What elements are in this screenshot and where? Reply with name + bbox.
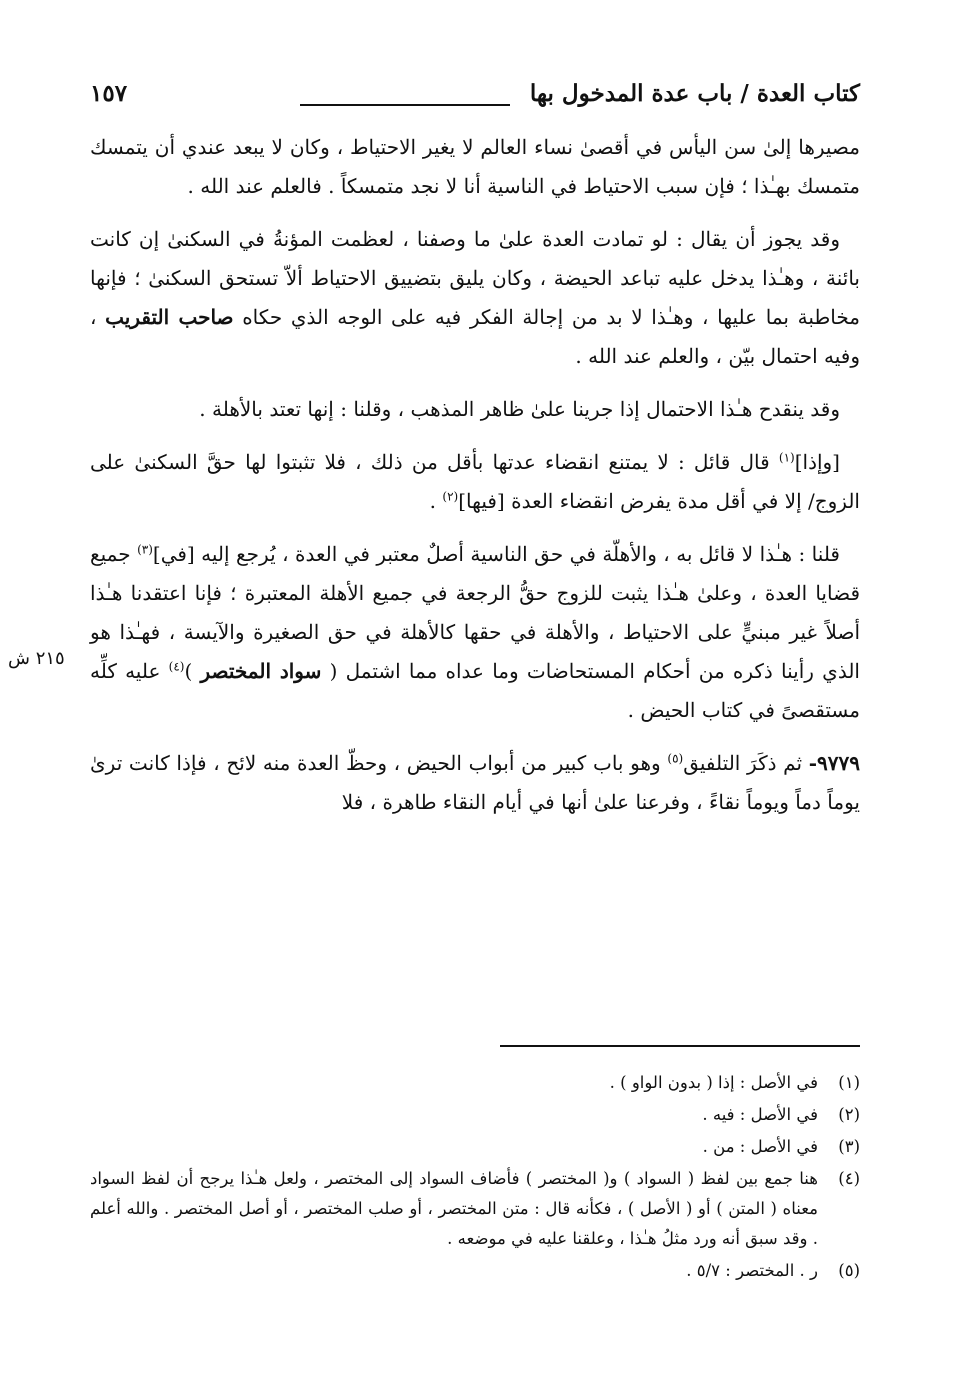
paragraph-6-text-a: ثم ذكَرَ التلفيق (683, 751, 803, 775)
page-header (90, 80, 860, 120)
footnote-text: في الأصل : فيه . (702, 1105, 818, 1124)
paragraph-2-text-a: وقد يجوز أن يقال : لو تمادت العدة علىٰ ما وصفنا ، لعظمت المؤنةُ في السكنىٰ إن كانت بائنة ، وهـٰذا يدخل عليه تباعد الحيضة ، وكان يليق بتضييق الاحتياط ألاّ تستحق السكنىٰ ؛ فإنها مخاطبة بما عليها ، وهـٰذا لا بد من إجالة الفكر فيه على الوجه الذي حكاه (90, 227, 861, 329)
footnote-number: (٣) (838, 1137, 860, 1156)
footnote-ref-1: (١) (778, 450, 795, 465)
paragraph-6-number: ٩٧٧٩- (808, 751, 861, 775)
footnotes (90, 1068, 860, 1288)
paragraph-3 (90, 390, 860, 429)
footnote-text: ر . المختصر : ٥/٧ . (686, 1261, 818, 1280)
footnote-ref-4: (٤) (168, 659, 185, 674)
paragraph-4-text-c: . (429, 489, 437, 513)
paragraph-2-text-b: ، وفيه احتمال بيّن ، والعلم عند الله . (90, 305, 860, 368)
paragraph-3-text: وقد ينقدح هـٰذا الاحتمال إذا جرينا علىٰ ظاهر المذهب ، وقلنا : إنها تعتد بالأهلة . (199, 397, 840, 421)
running-title: كتاب العدة / باب عدة المدخول بها (529, 80, 860, 107)
paragraph-5 (90, 535, 860, 730)
paragraph-5-bold: سواد المختصر (200, 659, 322, 683)
footnote-text: في الأصل : من . (702, 1137, 818, 1156)
footnote-number: (١) (838, 1073, 860, 1092)
paragraph-6-text-b: وهو باب كبير من أبواب الحيض ، وحظّ العدة منه لائح ، فإذا كانت ترىٰ يوماً دماً ويوماً نقاءً ، وفرعنا علىٰ أنها في أيام النقاء طاهرة ، فلا (90, 751, 860, 814)
paragraph-5-text-d: عليه كلِّه مستقصىً في كتاب الحيض . (90, 659, 860, 722)
footnote (90, 1132, 860, 1162)
footnote-number: (٤) (838, 1169, 860, 1188)
header-rule (300, 104, 510, 106)
footnote (90, 1164, 860, 1254)
footnote (90, 1256, 860, 1286)
paragraph-4-text-b: قال قائل : لا يمتنع انقضاء عدتها بأقل من ذلك ، فلا تثبتوا لها حقَّ السكنىٰ على الزوج/ إلا في أقل مدة يفرض انقضاء العدة [فيها] (90, 450, 860, 513)
paragraph-5-text-b: جميع قضايا العدة ، وعلىٰ هـٰذا يثبت للزوج حقُّ الرجعة في جميع الأهلة المعتبرة ؛ فإنا اعتقدنا هـٰذا أصلاً غير مبنيٍّ على الاحتياط ، والأهلة في حقها كالأهلة في حق الصغيرة والآيسة ، فهـٰذا هو الذي رأينا ذكره من أحكام المستحاضات وما عداه مما اشتمل ( (90, 542, 860, 683)
footnote-ref-5: (٥) (667, 751, 684, 766)
paragraph-4-text-a: [وإذا] (794, 450, 840, 474)
footnote-ref-2: (٢) (442, 489, 459, 504)
paragraph-1 (90, 128, 860, 206)
footnote (90, 1068, 860, 1098)
footnote (90, 1100, 860, 1130)
page-number: ١٥٧ (90, 80, 128, 107)
footnote-number: (٢) (838, 1105, 860, 1124)
paragraph-1-text: مصيرها إلىٰ سن اليأس في أقصىٰ نساء العالم لا يغير الاحتياط ، وكان لا يبعد عندي أن يتمسك متمسك بهـٰذا ؛ فإن سبب الاحتياط في الناسية أنا لا نجد متمسكاً . فالعلم عند الله . (90, 135, 860, 198)
footnote-ref-3: (٣) (137, 542, 153, 557)
footnote-text: في الأصل : إذا ( بدون الواو ) . (609, 1073, 818, 1092)
footnote-text: هنا جمع بين لفظ ( السواد ) و( المختصر ) فأضاف السواد إلى المختصر ، ولعل هـٰذا يرجح أن لفظ السواد معناه ( المتن ) أو ( الأصل ) ، فكأنه قال : متن المختصر ، أو صلب المختصر ، أو أصل المختصر . والله أعلم . وقد سبق أنه ورد مثلُ هـٰذا ، وعلقنا عليه في موضعه . (90, 1169, 818, 1248)
paragraph-4 (90, 443, 860, 521)
body-text (90, 128, 860, 836)
footnote-number: (٥) (838, 1261, 860, 1280)
paragraph-6 (90, 744, 860, 822)
margin-note: ٢١٥ ش (8, 648, 65, 669)
paragraph-5-text-c: ) (184, 659, 193, 683)
footnote-rule (500, 1045, 860, 1047)
paragraph-2-bold: صاحب التقريب (105, 305, 234, 329)
paragraph-5-text-a: قلنا : هـٰذا لا قائل به ، والأهلّة في حق الناسية أصلٌ معتبر في العدة ، يُرجع إليه [في] (152, 542, 840, 566)
paragraph-2 (90, 220, 860, 376)
